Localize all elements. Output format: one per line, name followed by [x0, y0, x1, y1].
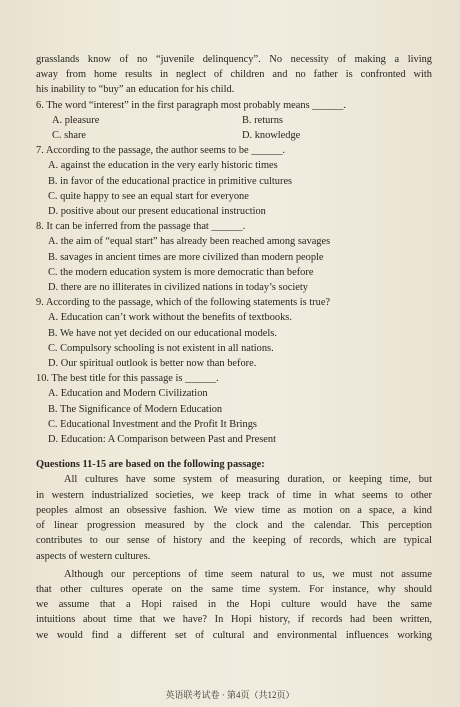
question-stem: 9. According to the passage, which of the following statements is true? — [36, 297, 331, 309]
option-d: D. Our spiritual outlook is better now than before. — [48, 358, 257, 370]
passage-line: All cultures have some system of measuring duration, or keeping time, but — [64, 474, 432, 486]
passage-line: that other cultures operate on the same time system. For instance, why should — [36, 583, 432, 595]
page-footer: 英语联考试卷 · 第4页（共12页） — [165, 690, 295, 700]
question-stem: 7. According to the passage, the author seems to be ______. — [36, 145, 286, 157]
option-d: D. Education: A Comparison between Past and Present — [48, 434, 276, 446]
passage-line: Although our perceptions of time seem natural to us, we must not assume — [64, 568, 432, 580]
option-c: C. Compulsory schooling is not existent in all nations. — [48, 342, 274, 354]
passage-line: peoples almost an obsessive fashion. We view time as motion on a space, a kind — [36, 504, 432, 516]
question-stem: 10. The best title for this passage is ______. — [36, 373, 219, 385]
option-a: A. Education and Modern Civilization — [48, 388, 208, 400]
passage-line: contributes to our sense of history and the keeping of records, which are typical — [36, 535, 432, 547]
passage-line: of linear progression measured by the clock and the calendar. This perception — [36, 520, 432, 532]
option-a: A. the aim of “equal start” has already been reached among savages — [48, 236, 331, 248]
intro-line: away from home results in neglect of children and no father is confronted with — [36, 69, 432, 81]
option-b: B. The Significance of Modern Education — [48, 403, 223, 415]
option-b: B. returns — [242, 114, 283, 126]
option-d: D. positive about our present educational instruction — [48, 206, 266, 218]
passage-paragraph-1 — [36, 472, 432, 563]
section-heading: Questions 11-15 are based on the following passage: — [36, 459, 265, 471]
passage-line: aspects of western cultures. — [36, 550, 151, 562]
option-c: C. Educational Investment and the Profit It Brings — [48, 418, 257, 430]
passage-line: intuitions about time that we have? In Hopi history, if records had been written, — [36, 614, 432, 626]
passage-line: we would find a different set of cultural and environmental influences working — [36, 629, 432, 641]
option-row — [36, 113, 432, 128]
option-row — [36, 128, 432, 143]
intro-line: grasslands know of no “juvenile delinquency”. No necessity of making a living — [36, 54, 432, 65]
option-c: C. the modern education system is more democratic than before — [48, 266, 314, 278]
option-b: B. savages in ancient times are more civilized than modern people — [48, 251, 324, 263]
question-stem: 6. The word “interest” in the first paragraph most probably means ______. — [36, 99, 347, 111]
passage-paragraph-2 — [36, 567, 432, 643]
question-6 — [36, 98, 432, 144]
option-d: D. there are no illiterates in civilized nations in today’s society — [48, 282, 308, 294]
question-8 — [36, 219, 432, 295]
question-10 — [36, 371, 432, 447]
passage-line: in western industrialized societies, we keep track of time in what seems to other — [36, 489, 432, 501]
option-b: B. We have not yet decided on our educational models. — [48, 327, 277, 339]
option-b: B. in favor of the educational practice in primitive cultures — [48, 175, 293, 187]
option-a: A. against the education in the very early historic times — [48, 160, 278, 172]
option-c: C. quite happy to see an equal start for everyone — [48, 190, 249, 202]
option-d: D. knowledge — [242, 130, 301, 142]
option-a: A. Education can’t work without the benefits of textbooks. — [48, 312, 292, 324]
option-a: A. pleasure — [52, 114, 100, 126]
intro-paragraph — [36, 52, 432, 98]
option-c: C. share — [52, 130, 87, 142]
question-9 — [36, 295, 432, 371]
intro-line: his inability to “buy” an education for his child. — [36, 84, 235, 96]
passage-line: we assume that a Hopi raised in the Hopi culture would have the same — [36, 599, 432, 611]
question-7 — [36, 143, 432, 219]
question-stem: 8. It can be inferred from the passage that ______. — [36, 221, 246, 233]
